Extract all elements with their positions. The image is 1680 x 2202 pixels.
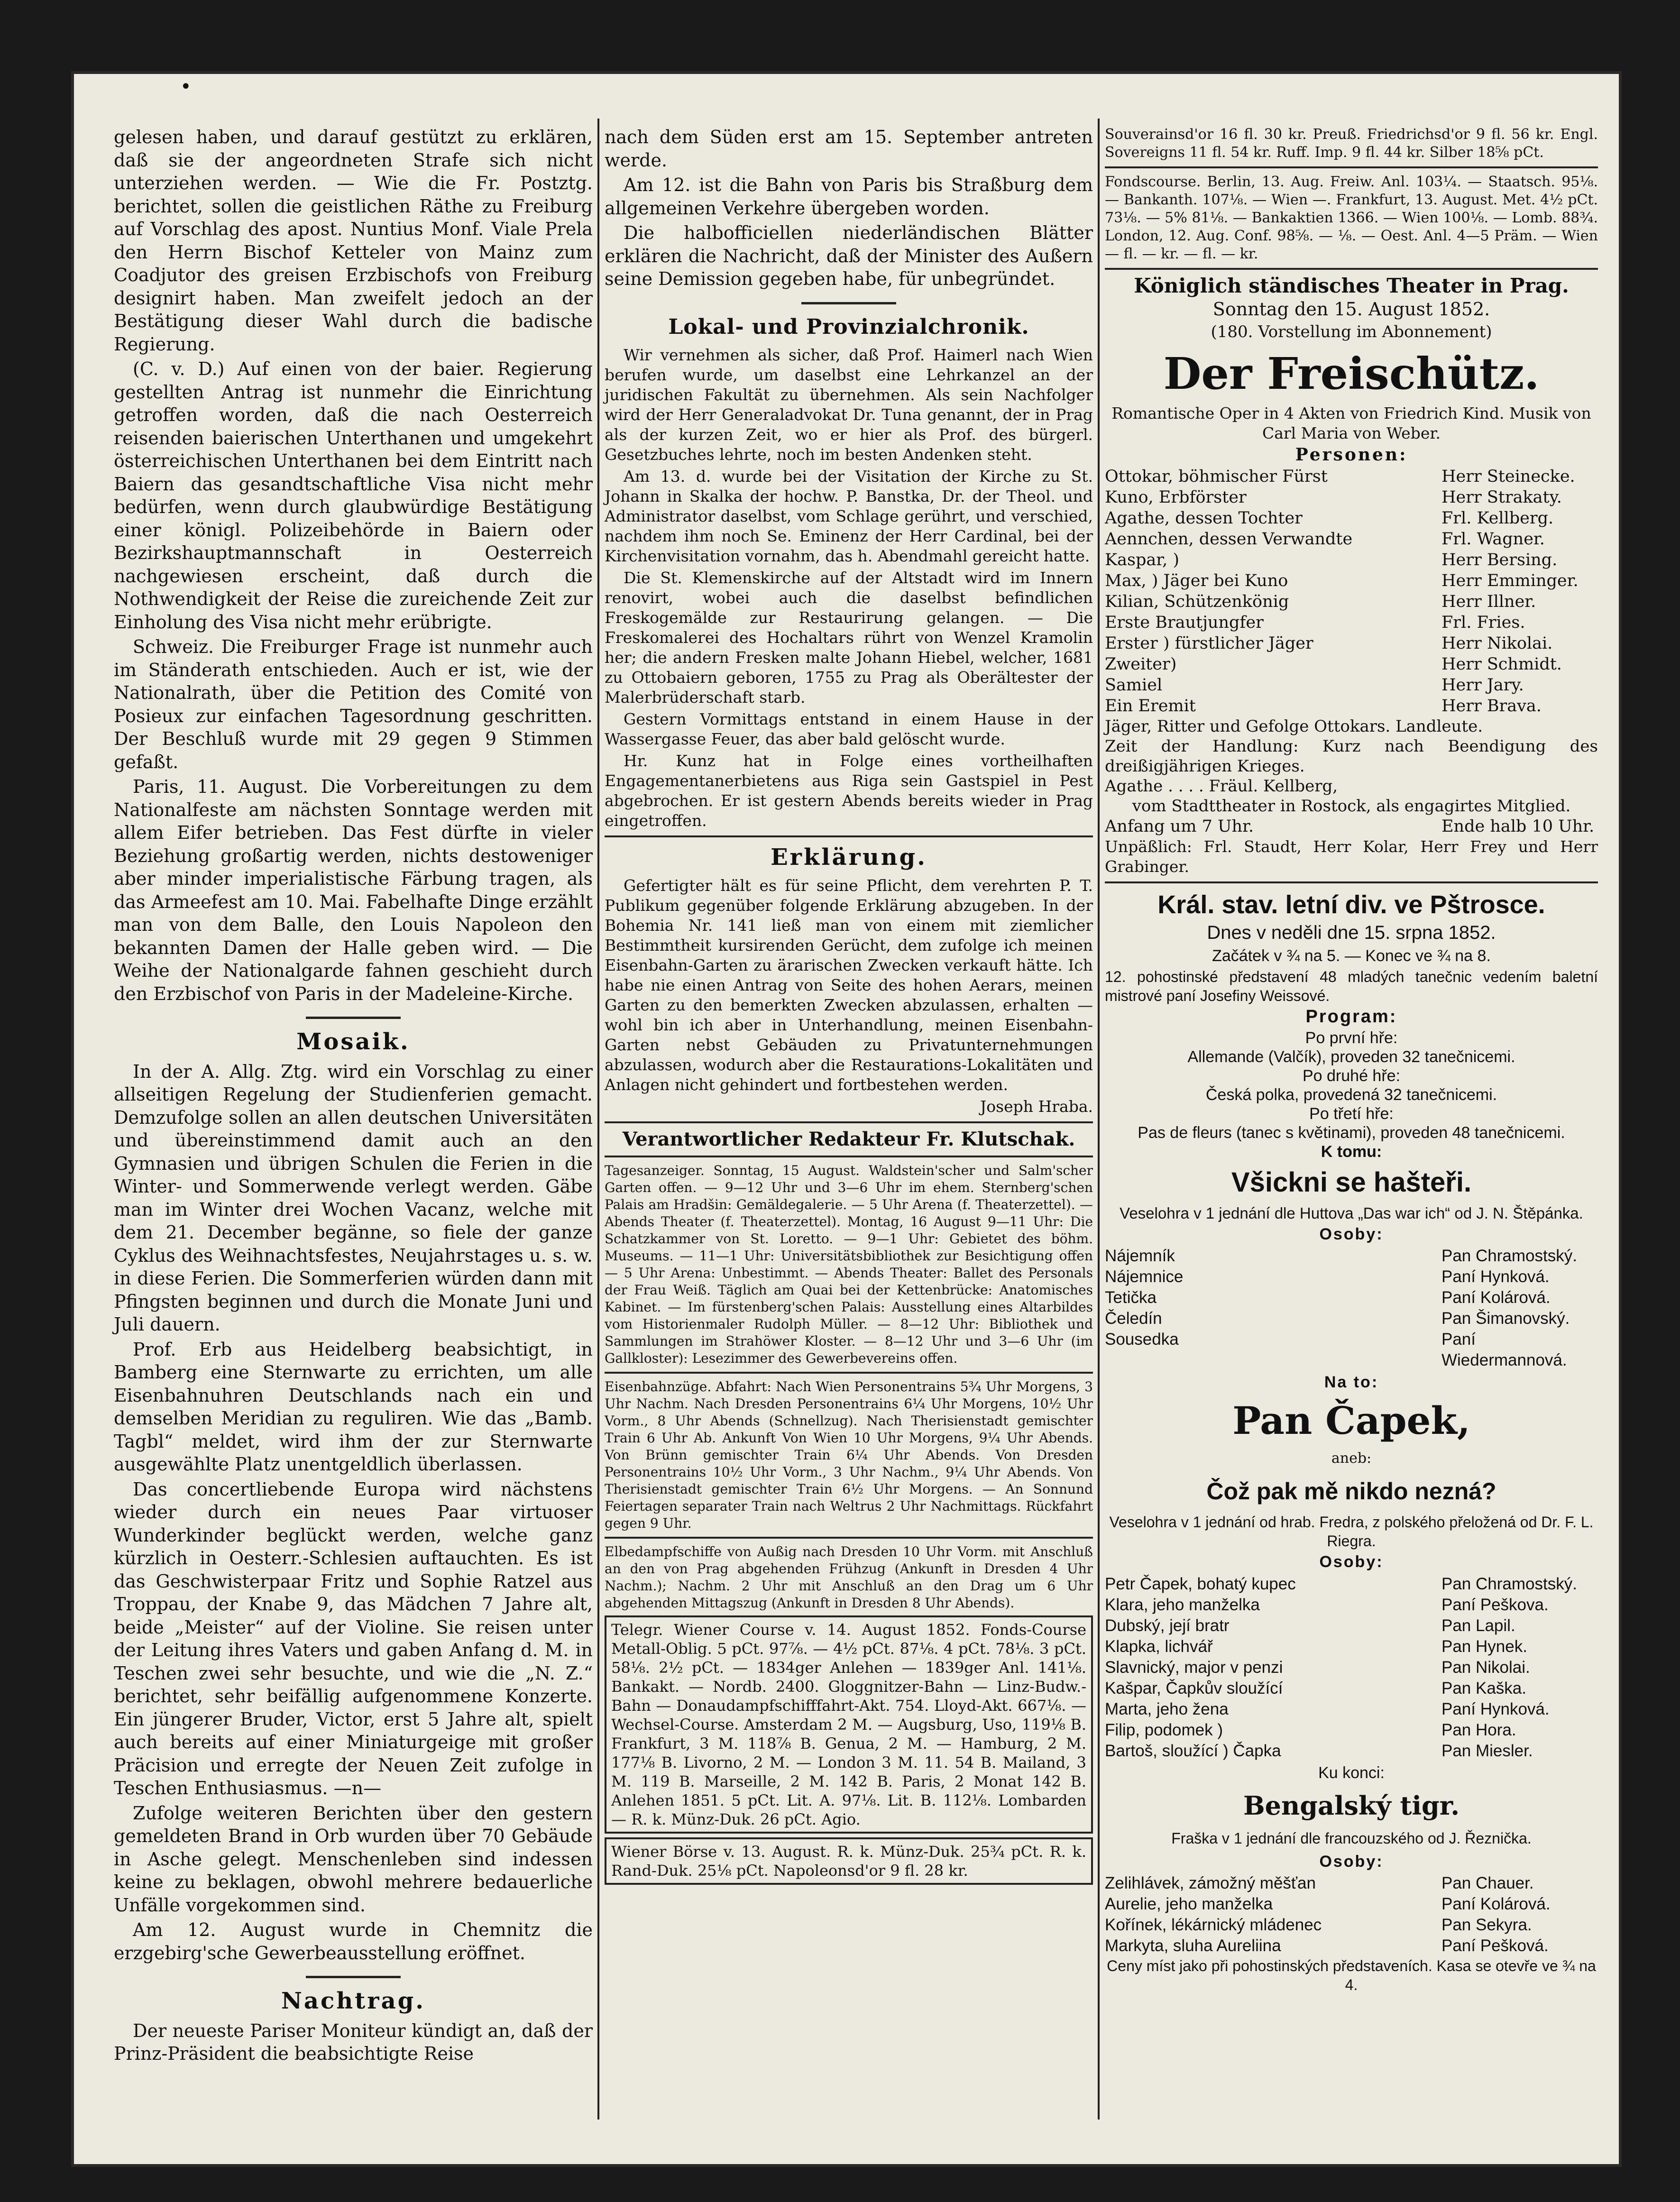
divider: [605, 1372, 1093, 1374]
cast-row: [1105, 1636, 1598, 1657]
cast-role: Slavnický, major v penzi: [1105, 1658, 1283, 1677]
cast-list: [1105, 1246, 1598, 1371]
cast-role: Aennchen, dessen Verwandte: [1105, 530, 1353, 549]
column-divider-right: [1098, 119, 1100, 2119]
cast-actor: Pan Nikolai.: [1441, 1658, 1530, 1677]
cast-row: [1105, 1329, 1598, 1371]
theater-date: Sonntag den 15. August 1852.: [1212, 298, 1490, 320]
theater-subscription: (180. Vorstellung im Abonnement): [1211, 322, 1492, 341]
cast-actor: Herr Jary.: [1441, 676, 1524, 695]
cast-row: [1105, 487, 1598, 508]
play-subtitle-2: Veselohra v 1 jednání od hrab. Fredra, z polského přeložená od Dr. F. L. Riegra.: [1109, 1514, 1594, 1550]
column-left: [114, 126, 593, 2067]
cast-row: [1105, 529, 1598, 550]
column-right: [1105, 126, 1598, 1994]
article-paragraph: In der A. Allg. Ztg. wird ein Vorschlag zu einer allseitigen Regelung der Studienferien gemacht. Demzufolge sollen an allen deutschen Universitäten und übereinstimmend damit auch an den Gymnasien und übrigen Schulen die Ferien in die Winter- und Sommerwende verlegt werden. Gäbe man im Winter drei Wochen Vacanz, welche mit dem 21. December begänne, so fiele der ganze Cyklus des Weihnachtsfestes, Neujahrstages u. s. w. in diese Ferien. Die Sommerferien würden dann mit Pfingsten beginnen und durch die Monate Juni und Juli dauern.: [114, 1061, 593, 1335]
section-heading-mosaik: Mosaik.: [296, 1028, 410, 1055]
prices-note: Ceny míst jako při pohostinských představeních. Kasa se otevře ve ¾ na 4.: [1107, 1957, 1596, 1993]
cast-actor: Herr Bersing.: [1441, 550, 1558, 569]
cast-actor: Pan Miesler.: [1441, 1741, 1533, 1760]
opera-subtitle: Romantische Oper in 4 Akten von Friedrich Kind. Musik von Carl Maria von Weber.: [1111, 404, 1591, 442]
cast-role: Agathe, dessen Tochter: [1105, 509, 1303, 528]
newspaper-page: [71, 71, 1622, 2167]
cast-row: [1105, 633, 1598, 654]
cast-actor: Pan Šimanovský.: [1441, 1309, 1570, 1328]
cast-row: [1105, 1894, 1598, 1915]
cast-actor: Paní Pešková.: [1441, 1936, 1549, 1955]
cast-actor: Pan Sekyra.: [1441, 1916, 1532, 1934]
cast-row: [1105, 1678, 1598, 1699]
cast-actor: Frl. Kellberg.: [1441, 509, 1554, 528]
guest-performer-note: vom Stadttheater in Rostock, als engagirtes Mitglied.: [1132, 797, 1571, 816]
cast-heading: Osoby:: [1319, 1225, 1384, 1243]
news-item: Gestern Vormittags entstand in einem Hause in der Wassergasse Feuer, das aber bald gelöscht wurde.: [605, 710, 1093, 748]
news-item: Hr. Kunz hat in Folge eines vortheilhaften Engagementanerbietens aus Riga sein Gastspiel in Pest abgebrochen. Er ist gestern Abends bereits wieder in Prag eingetroffen.: [605, 752, 1093, 830]
cast-role: Filip, podomek ): [1105, 1720, 1223, 1739]
cast-role: Kořínek, lékárnický mládenec: [1105, 1916, 1322, 1934]
program-konci: Ku konci:: [1318, 1763, 1385, 1782]
cast-role: Erster ) fürstlicher Jäger: [1105, 634, 1313, 653]
cast-role: Klapka, lichvář: [1105, 1637, 1213, 1656]
cast-row: [1105, 1287, 1598, 1308]
cast-role: Petr Čapek, bohatý kupec: [1105, 1574, 1296, 1593]
section-divider: [605, 835, 1093, 837]
cast-actor: Paní Wiedermannová.: [1441, 1330, 1567, 1369]
section-heading-lokal: Lokal- und Provinzialchronik.: [668, 314, 1029, 339]
cast-actor: Herr Schmidt.: [1441, 655, 1562, 674]
cast-role: Samiel: [1105, 676, 1163, 695]
news-item: Am 13. d. wurde bei der Visitation der Kirche zu St. Johann in Skalka der hochw. P. Banstka, Dr. der Theol. und Administrator daselbst, vom Schlage gerührt, und verschied, nachdem ihm noch Se. Eminenz der Herr Cardinal, bei der Kirchenvisitation vornahm, das h. Abendmahl gereicht hatte.: [605, 467, 1093, 565]
cast-list: [1105, 1873, 1598, 1956]
news-item: Wir vernehmen als sicher, daß Prof. Haimerl nach Wien berufen wurde, um daselbst eine Lehrkanzel an der juridischen Fakultät zu übernehmen. Als sein Nachfolger wird der Herr Generaladvokat Dr. Tuna genannt, der in Prag als der kurzen Zeit, wo er hier als Prof. des bürgerl. Gesetzbuches lehrte, noch im besten Andenken steht.: [605, 346, 1093, 464]
railway-schedule: Eisenbahnzüge. Abfahrt: Nach Wien Personentrains 5¾ Uhr Morgens, 3 Uhr Nachm. Nach Dresden Personentrains 6¼ Uhr Morgens, 10½ Uhr Vorm., 8 Uhr Abends (Schnellzug). Nach Therisienstadt gemischter Train 6 Uhr Ab. Ankunft Von Wien 10 Uhr Morgens, 9¼ Uhr Abends. Von Brünn gemischter Train 6¼ Uhr Abends. Von Dresden Personentrains 10½ Uhr Vorm., 3 Uhr Nachm., 9¼ Uhr Abends. Von Therisienstadt gemischter Train 6½ Uhr Morgens. — An Sonnund Feiertagen separater Train nach Weltrus 2 Uhr Nachmittags. Rückfahrt gegen 9 Uhr.: [605, 1379, 1093, 1531]
cast-actor: Pan Lapil.: [1441, 1616, 1515, 1635]
program-item-heading: Po třetí hře:: [1309, 1104, 1394, 1123]
section-heading-nachtrag: Nachtrag.: [281, 1988, 425, 2014]
vienna-boerse-box: [605, 1837, 1093, 1885]
article-paragraph: Paris, 11. August. Die Vorbereitungen zu dem Nationalfeste am nächsten Sonntage werden mit allem Eifer betrieben. Das Fest dürfte in vieler Beziehung großartig werden, nichts destoweniger aber minder imperialistische Färbung tragen, als das Armeefest am 10. Mai. Fabelhafte Dinge erzählt man von dem Balle, den Louis Napoleon den bekannten Damen der Halle geben wird. — Die Weihe der Nationalgarde fahnen geschieht durch den Erzbischof von Paris in der Madeleine-Kirche.: [114, 776, 593, 1004]
article-paragraph: Der neueste Pariser Moniteur kündigt an, daß der Prinz-Präsident die beabsichtigte Reise: [114, 2020, 593, 2064]
program-nato: Na to:: [1324, 1373, 1379, 1391]
article-paragraph: gelesen haben, und darauf gestützt zu erklären, daß sie der angeordneten Strafe sich nicht unterziehen werden. — Wie die Fr. Postztg. berichtet, sollen die geistlichen Räthe zu Freiburg auf Vorschlag des apost. Nuntius Monf. Viale Prela den Herrn Bischof Ketteler von Mainz zum Coadjutor des greisen Erzbischofs von Freiburg designirt haben. Man zweifelt jedoch an der Bestätigung dieser Wahl durch die badische Regierung.: [114, 127, 593, 355]
cast-role: Bartoš, sloužící ) Čapka: [1105, 1741, 1281, 1760]
cast-heading: Personen:: [1295, 444, 1408, 465]
declaration-signature: Joseph Hraba.: [980, 1097, 1093, 1116]
article-paragraph: nach dem Süden erst am 15. September antreten werde.: [605, 127, 1093, 171]
program-item: Pas de fleurs (tanec s květinami), proveden 48 tanečnicemi.: [1138, 1123, 1565, 1142]
czech-theater-date: Dnes v neděli dne 15. srpna 1852.: [1207, 922, 1496, 943]
cast-role: Sousedka: [1105, 1330, 1179, 1349]
article-paragraph: Prof. Erb aus Heidelberg beabsichtigt, in Bamberg eine Sternwarte zu errichten, um alle Eisenbahnuhren Deutschlands nach ein und demselben Meridian zu reguliren. Wie das „Bamb. Tagbl“ meldet, wird ihm der zur Sternwarte ausgewählte Platz unentgeldlich überlassen.: [114, 1339, 593, 1475]
cast-actor: Frl. Fries.: [1441, 613, 1525, 632]
program-ktomu: K tomu:: [1321, 1142, 1382, 1161]
cast-row: [1105, 1915, 1598, 1936]
cast-actor: Paní Kolárová.: [1441, 1288, 1551, 1307]
cast-actor: Herr Illner.: [1441, 592, 1536, 611]
play-title-1: Všickni se hašteři.: [1231, 1166, 1472, 1198]
cast-row: [1105, 1936, 1598, 1956]
cast-role: Klara, jeho manželka: [1105, 1595, 1260, 1614]
theater-title: Königlich ständisches Theater in Prag.: [1134, 274, 1569, 297]
article-paragraph: Schweiz. Die Freiburger Frage ist nunmehr auch im Ständerath entschieden. Auch er ist, wie der Nationalrath, über die Petition des Comité von Posieux zur einfachen Tagesordnung geschritten. Der Beschluß wurde mit 29 gegen 9 Stimmen gefaßt.: [114, 636, 593, 772]
cast-list: [1105, 466, 1598, 716]
play-title-3: Bengalský tigr.: [1243, 1790, 1460, 1821]
cast-role: Čeledín: [1105, 1309, 1162, 1328]
cast-role: Markyta, sluha Aureliina: [1105, 1936, 1281, 1955]
cast-actor: Herr Emminger.: [1441, 571, 1579, 590]
column-middle: [605, 126, 1093, 1889]
cast-row: [1105, 1246, 1598, 1266]
cast-row: [1105, 550, 1598, 570]
section-divider: [306, 1017, 401, 1019]
guest-performer: Agathe . . . . Fräul. Kellberg,: [1105, 777, 1338, 796]
article-paragraph: (C. v. D.) Auf einen von der baier. Regierung gestellten Antrag ist nunmehr die Einrichtung getroffen worden, daß die nach Oesterreich reisenden baierischen Unterthanen und umgekehrt österreichischen Unterthanen bei dem Eintritt nach Baiern das gesandtschaftliche Visa nicht mehr bedürfen, wenn durch glaubwürdige Bestätigung einer königl. Polizeibehörde in Baiern oder Bezirkshauptmannschaft in Oesterreich nachgewiesen erscheint, daß durch die Nothwendigkeit der Reise die zureichende Zeit zur Einholung des Visa nicht mehr erübrigte.: [114, 358, 593, 633]
section-heading-erklaerung: Erklärung.: [771, 844, 927, 871]
cast-actor: Herr Brava.: [1441, 697, 1542, 716]
indisposed-note: Unpäßlich: Frl. Staudt, Herr Kolar, Herr Frey und Herr Grabinger.: [1105, 837, 1598, 876]
cast-row: [1105, 654, 1598, 675]
cast-row: [1105, 466, 1598, 487]
daily-listings: Tagesanzeiger. Sonntag, 15 August. Waldstein'scher und Salm'scher Garten offen. — 9—12 Uhr und 3—6 Uhr im ehem. Sternberg'schen Palais am Hradšin: Gemäldegalerie. — 5 Uhr Arena (f. Theaterzettel). — Abends Theater (f. Theaterzettel). Montag, 16 August 9—11 Uhr: Die Schatzkammer von St. Loretto. — 9—1 Uhr: Gebietet des böhm. Museums. — 11—1 Uhr: Universitätsbibliothek zur Besichtigung offen — 5 Uhr Arena: Unbestimmt. — Abends Theater: Ballet des Personals der Frau Weiß. Täglich am Quai bei der Kettenbrücke: Anatomisches Kabinet. — Im fürstenberg'schen Palais: Ausstellung eines Altarbildes vom Historienmaler Rudolph Müller. — 8—12 Uhr: Bibliothek und Sammlungen im Strahöwer Kloster. — 8—12 Uhr und 3—6 Uhr (im Gallkloster): Lesezimmer des Gewerbevereins offen.: [605, 1163, 1093, 1366]
program-heading: Program:: [1305, 1007, 1397, 1027]
cast-actor: Pan Kaška.: [1441, 1679, 1526, 1697]
divider: [1105, 166, 1598, 168]
cast-actor: Herr Strakaty.: [1441, 488, 1562, 507]
cast-row: [1105, 1266, 1598, 1287]
cast-role: Max, ) Jäger bei Kuno: [1105, 571, 1288, 590]
article-paragraph: Am 12. ist die Bahn von Paris bis Straßburg dem allgemeinen Verkehre übergeben worden.: [605, 174, 1093, 219]
cast-row: [1105, 570, 1598, 591]
divider: [605, 1156, 1093, 1157]
column-divider-left: [597, 119, 599, 2119]
responsible-editor: Verantwortlicher Redakteur Fr. Klutschak.: [622, 1128, 1075, 1150]
article-paragraph: Die halbofficiellen niederländischen Blätter erklären die Nachricht, daß der Minister des Außern seine Demission gegeben habe, für unbegründet.: [605, 222, 1093, 289]
cast-role: Nájemnice: [1105, 1267, 1184, 1286]
cast-actor: Paní Peškova.: [1441, 1595, 1549, 1614]
article-paragraph: Zufolge weiteren Berichten über den gestern gemeldeten Brand in Orb wurden über 70 Gebäude in Asche gelegt. Menschenleben sind indessen keine zu beklagen, obwohl mehrere bedauerliche Unfälle vorgekommen sind.: [114, 1802, 593, 1916]
vienna-boerse: Wiener Börse v. 13. August. R. k. Münz-Duk. 25¾ pCt. R. k. Rand-Duk. 25⅛ pCt. Napoleonsd'or 9 fl. 28 kr.: [611, 1843, 1086, 1880]
cast-row: [1105, 1720, 1598, 1741]
cast-list: [1105, 1574, 1598, 1762]
divider: [1105, 881, 1598, 883]
cast-actor: Pan Chauer.: [1441, 1874, 1534, 1892]
cast-role: Aurelie, jeho manželka: [1105, 1895, 1273, 1913]
section-divider: [306, 1976, 401, 1978]
cast-actor: Pan Hynek.: [1441, 1637, 1527, 1656]
cast-heading: Osoby:: [1319, 1553, 1384, 1571]
cast-heading: Osoby:: [1319, 1852, 1384, 1871]
time-of-action: Zeit der Handlung: Kurz nach Beendigung des dreißigjährigen Krieges.: [1105, 737, 1598, 776]
article-paragraph: Am 12. August wurde in Chemnitz die erzgebirg'sche Gewerbeausstellung eröffnet.: [114, 1919, 593, 1963]
cast-role: Kuno, Erbförster: [1105, 488, 1247, 507]
cast-actor: Paní Hynková.: [1441, 1267, 1550, 1286]
cast-actor: Herr Nikolai.: [1441, 634, 1553, 653]
czech-theater-title: Král. stav. letní div. ve Pštrosce.: [1157, 890, 1545, 919]
cast-row: [1105, 1308, 1598, 1329]
cast-role: Zweiter): [1105, 655, 1177, 674]
play-title-2: Pan Čapek,: [1232, 1398, 1470, 1443]
program-item: Allemande (Valčík), proveden 32 tanečnicemi.: [1187, 1047, 1515, 1066]
cast-actor: Pan Hora.: [1441, 1720, 1516, 1739]
play-title-2b: Čož pak mě nikdo nezná?: [1206, 1478, 1496, 1505]
coin-rates: Souverainsd'or 16 fl. 30 kr. Preuß. Friedrichsd'or 9 fl. 56 kr. Engl. Sovereigns 11 fl. 54 kr. Ruff. Imp. 9 fl. 44 kr. Silber 18⅝ pCt.: [1105, 126, 1598, 161]
cast-role: Ottokar, böhmischer Fürst: [1105, 467, 1328, 486]
cast-row: [1105, 1699, 1598, 1720]
czech-theater-time: Začátek v ¾ na 5. — Konec ve ¾ na 8.: [1212, 946, 1491, 965]
cast-row: [1105, 612, 1598, 633]
cast-actor: Frl. Wagner.: [1441, 530, 1545, 549]
declaration-text: Gefertigter hält es für seine Pflicht, dem verehrten P. T. Publikum gegenüber folgende Erklärung abzugeben. In der Bohemia Nr. 141 ließ man von einem mit ziemlicher Bestimmtheit kursirenden Gerücht, dem zufolge ich meinen Eisenbahn-Garten zu ärarischen Zwecken verkauft hätte. Ich habe nie einen Antrag von Seite des hohen Aerars, meinen Garten zu den bemerkten Zwecken abzulassen, erhalten — wohl bin ich aber in Unterhandlung, meinen Eisenbahn-Garten nebst Gebäuden zu Privatunternehmungen abzulassen, wodurch aber die Restaurations-Lokalitäten und Anlagen nicht gehindert und fortbestehen werden.: [605, 876, 1093, 1094]
cast-extra: Jäger, Ritter und Gefolge Ottokars. Landleute.: [1105, 717, 1483, 736]
play-aneb: aneb:: [1331, 1450, 1372, 1467]
program-item-heading: Po první hře:: [1305, 1028, 1398, 1047]
vienna-course: Telegr. Wiener Course v. 14. August 1852. Fonds-Course Metall-Oblig. 5 pCt. 97⅞. — 4½ pCt. 87⅛. 4 pCt. 78⅛. 3 pCt. 58⅛. 2½ pCt. — 1834ger Anlehen — 1839ger Anl. 141⅛. Bankakt. — Nordb. 2400. Gloggnitzer-Bahn — Linz-Budw.-Bahn — Donaudampfschifffahrt-Akt. 754. Lloyd-Akt. 667⅛. — Wechsel-Course. Amsterdam 2 M. — Augsburg, Uso, 119⅛ B. Frankfurt, 3 M. 118⅞ B. Genua, 2 M. — Hamburg, 2 M. 177⅛ B. Livorno, 2 M. — London 3 M. 11. 54 B. Mailand, 3 M. 119 B. Marseille, 2 M. 142 B. Paris, 2 Monat 142 B. Anlehen 1851. 5 pCt. Lit. A. 97⅛. Lit. B. 112⅛. Lombarden — R. k. Münz-Duk. 26 pCt. Agio.: [611, 1621, 1086, 1828]
cast-role: Marta, jeho žena: [1105, 1699, 1229, 1718]
cast-row: [1105, 696, 1598, 716]
news-item: Die St. Klemenskirche auf der Altstadt wird im Innern renovirt, wobei auch die daselbst befindlichen Freskogemälde zur Restaurirung gelangen. — Die Freskomalerei des Hochaltars rührt von Wenzel Kramolin her; die andern Fresken malte Johann Hiebel, welcher, 1681 zu Ottobaiern geboren, 1755 zu Prag als Oberältester der Malerbrüderschaft starb.: [605, 569, 1093, 706]
cast-row: [1105, 1873, 1598, 1894]
steamship-schedule: Elbedampfschiffe von Außig nach Dresden 10 Uhr Vorm. mit Anschluß an den von Prag abgehenden Frühzug (Ankunft in Dresden 4 Uhr Nachm.); Nachm. 2 Uhr mit Anschluß an den Drag um 6 Uhr abgehenden Mittagszug (Ankunft in Dresden 8 Uhr Abends).: [605, 1544, 1093, 1611]
divider: [1105, 268, 1598, 270]
play-subtitle-1: Veselohra v 1 jednání dle Huttova „Das war ich“ od J. N. Štěpánka.: [1120, 1204, 1583, 1222]
cast-row: [1105, 1595, 1598, 1615]
cast-actor: Pan Chramostský.: [1441, 1247, 1577, 1265]
program-item-heading: Po druhé hře:: [1302, 1066, 1401, 1085]
divider: [605, 1121, 1093, 1123]
cast-row: [1105, 1741, 1598, 1762]
cast-role: Dubský, její bratr: [1105, 1616, 1230, 1635]
opera-title: Der Freischütz.: [1163, 348, 1540, 399]
play-subtitle-3: Fraška v 1 jednání dle francouzského od J. Řeznička.: [1171, 1830, 1532, 1847]
cast-row: [1105, 508, 1598, 529]
cast-actor: Pan Chramostský.: [1441, 1574, 1577, 1593]
cast-row: [1105, 1615, 1598, 1636]
cast-role: Tetička: [1105, 1288, 1157, 1307]
cast-actor: Paní Hynková.: [1441, 1699, 1550, 1718]
cast-role: Erste Brautjungfer: [1105, 613, 1264, 632]
cast-role: Zelihlávek, zámožný měšťan: [1105, 1874, 1316, 1892]
page-mark: •: [180, 76, 192, 98]
cast-row: [1105, 1657, 1598, 1678]
fund-course: Fondscourse. Berlin, 13. Aug. Freiw. Anl. 103¼. — Staatsch. 95⅛. — Bankanth. 107⅛. — Wien —. Frankfurt, 13. August. Met. 4½ pCt. 73⅛. — 5% 81⅛. — Bankaktien 1366. — Wien 100⅛. — Lomb. 88¾. London, 12. Aug. Conf. 98⅝. — ⅛. — Oest. Anl. 4—5 Präm. — Wien — fl. — kr. — fl. — kr.: [1105, 174, 1598, 262]
cast-actor: Herr Steinecke.: [1441, 467, 1575, 486]
exchange-rates-box: [605, 1615, 1093, 1834]
cast-row: [1105, 591, 1598, 612]
cast-role: Kašpar, Čapkův sloužící: [1105, 1679, 1283, 1697]
cast-row: [1105, 675, 1598, 696]
cast-actor: Paní Kolárová.: [1441, 1895, 1551, 1913]
cast-role: Ein Eremit: [1105, 697, 1196, 716]
section-divider: [801, 302, 896, 304]
czech-theater-note: 12. pohostinské představení 48 mladých tanečnic vedením baletní mistrové paní Josefiny Weissové.: [1105, 968, 1598, 1004]
end-time: Ende halb 10 Uhr.: [1441, 817, 1595, 836]
cast-role: Nájemník: [1105, 1247, 1175, 1265]
article-paragraph: Das concertliebende Europa wird nächstens wieder durch ein neues Paar virtuoser Wunderkinder beglückt werden, welche ganz kürzlich in Oesterr.-Schlesien auftauchten. Es ist das Geschwisterpaar Fritz und Sophie Ratzel aus Troppau, der Knabe 9, das Mädchen 7 Jahre alt, beide „Meister“ auf der Violine. Sie reisen unter der Leitung ihres Vaters und gaben Anfang d. M. in Teschen zwei sehr besuchte, und wie die „N. Z.“ berichtet, sehr beifällig aufgenommene Konzerte. Ein jüngerer Bruder, Victor, erst 5 Jahre alt, spielt auch bereits auf einer Miniaturgeige mit großer Präcision und erregte der Neuen Zeit zufolge in Teschen Enthusiasmus. —n—: [114, 1478, 593, 1798]
cast-role: Kaspar, ): [1105, 550, 1180, 569]
cast-role: Kilian, Schützenkönig: [1105, 592, 1289, 611]
start-time: Anfang um 7 Uhr.: [1105, 817, 1254, 836]
cast-row: [1105, 1574, 1598, 1595]
divider: [605, 1537, 1093, 1539]
program-item: Česká polka, provedená 32 tanečnicemi.: [1205, 1085, 1497, 1104]
